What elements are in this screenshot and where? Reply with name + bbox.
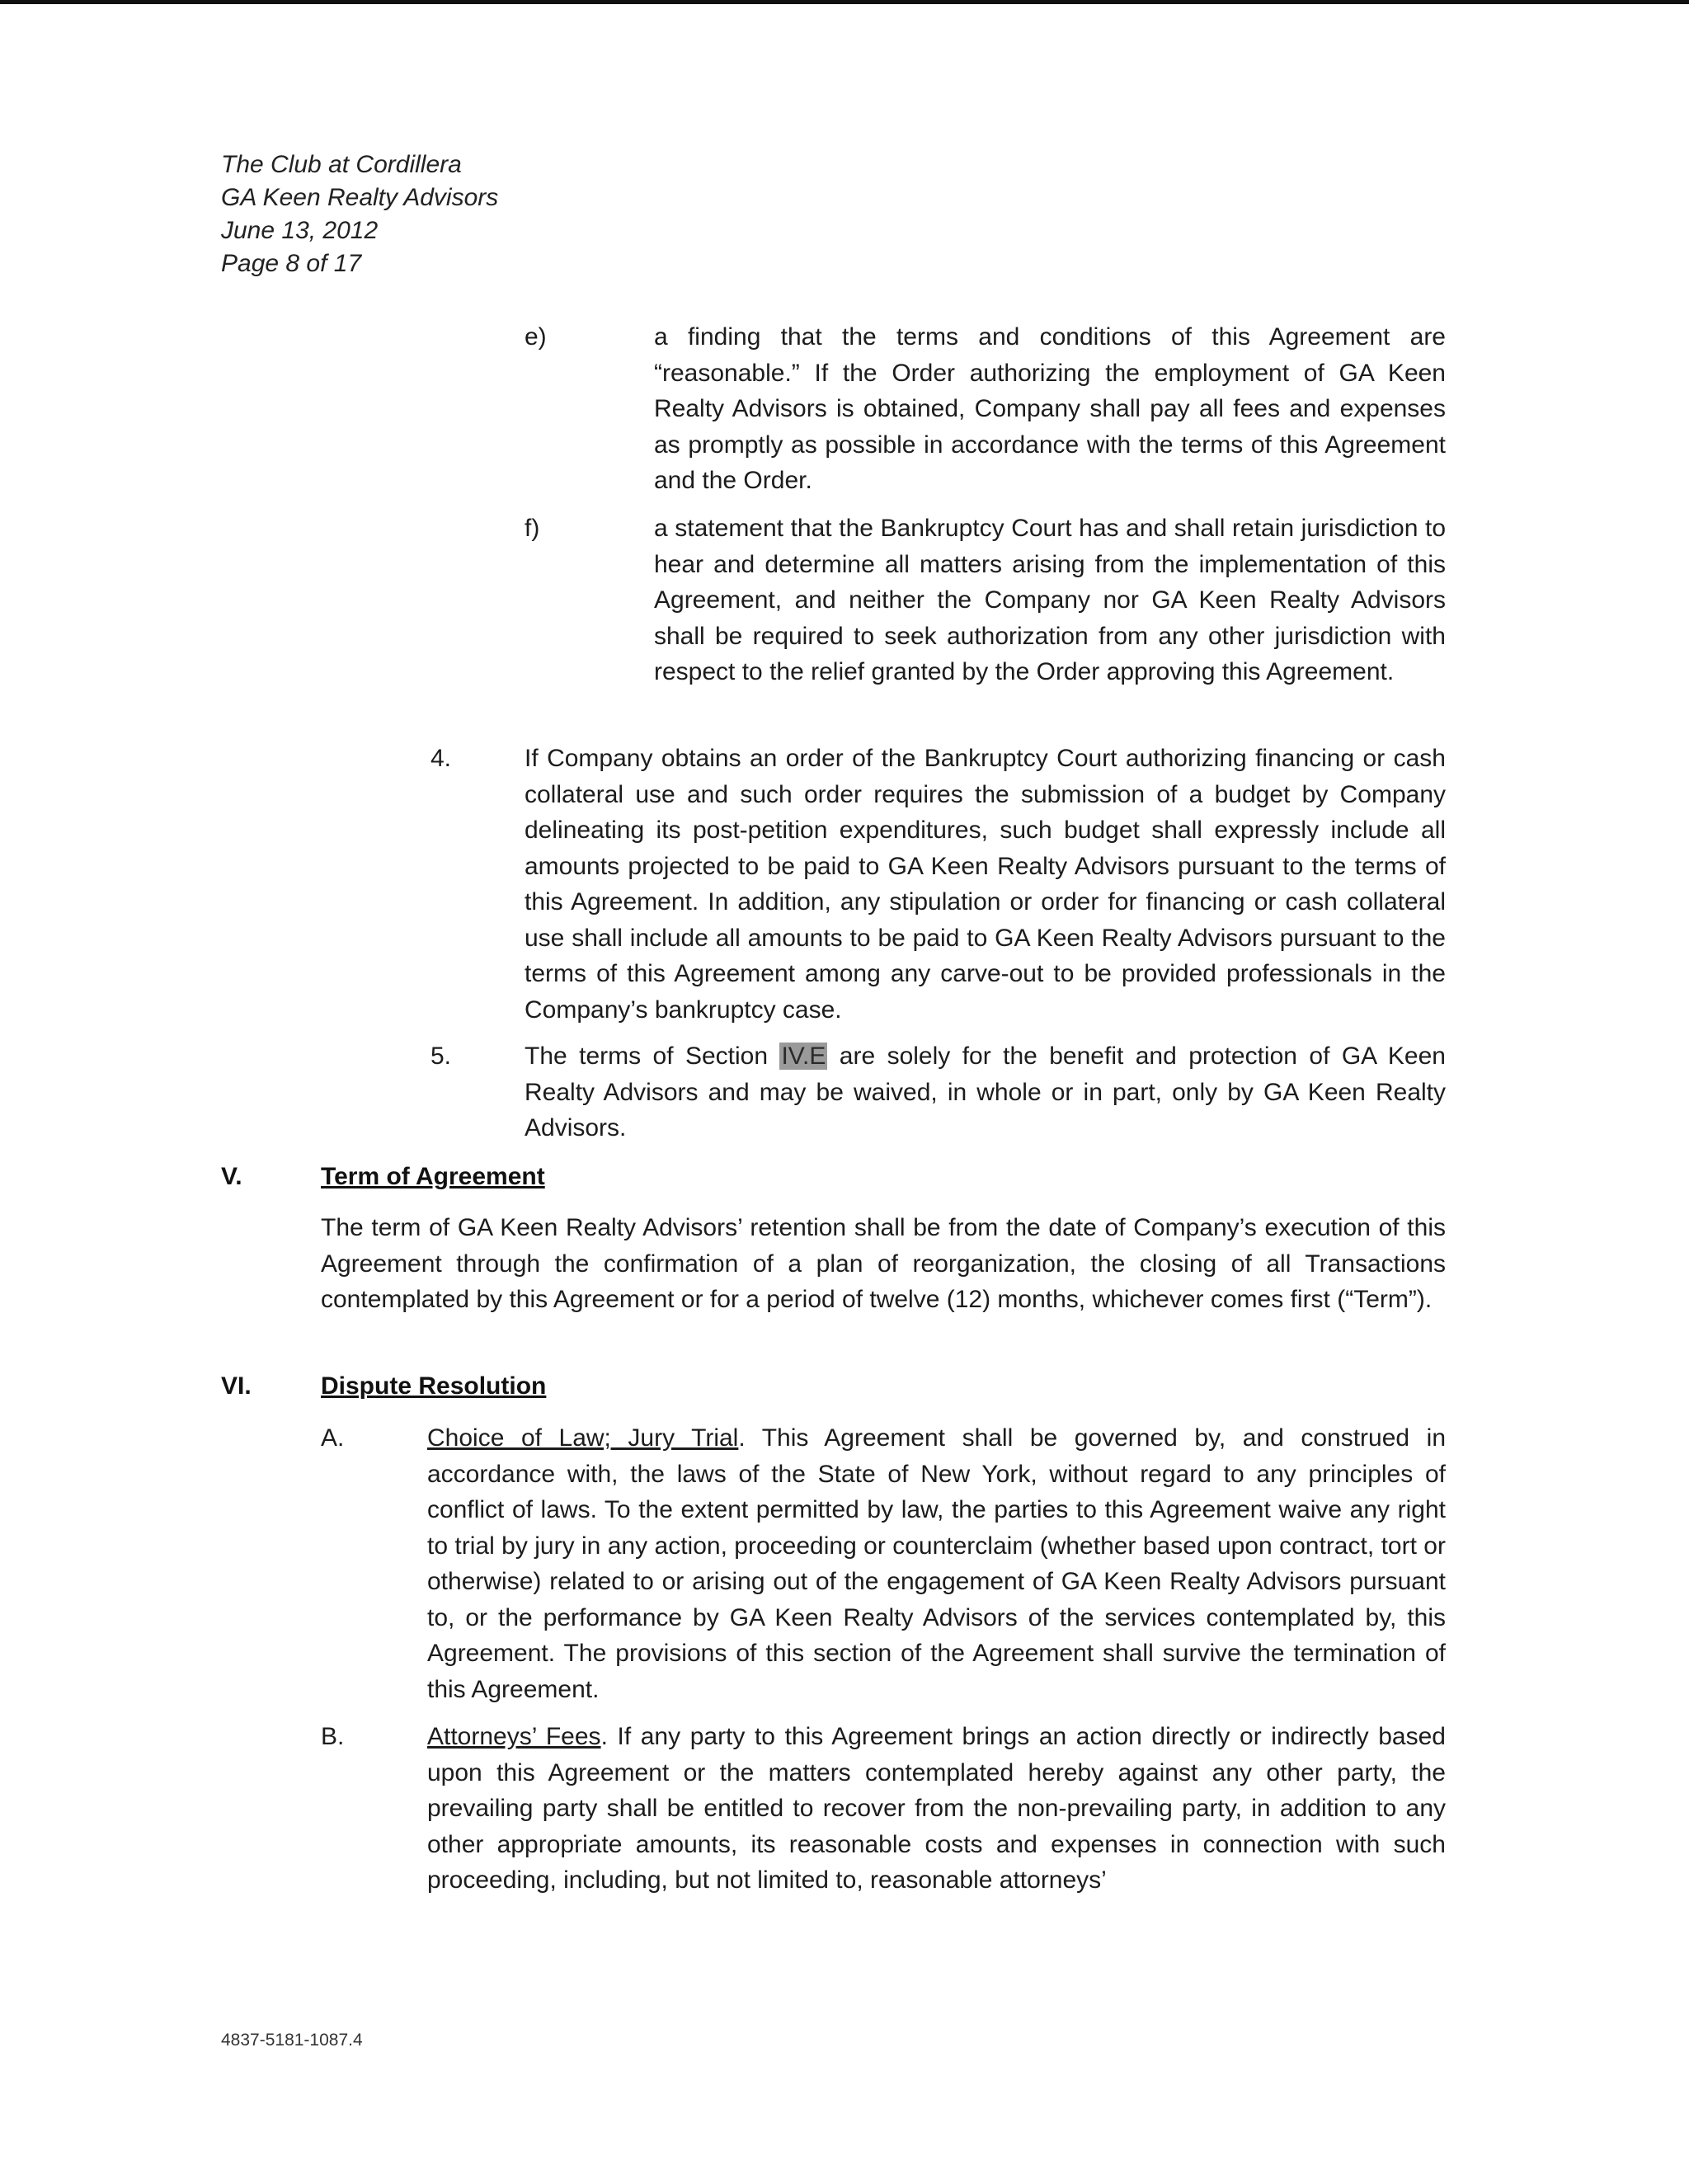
choice-of-law-heading: Choice of Law; Jury Trial (427, 1424, 739, 1452)
item-4-text: If Company obtains an order of the Bankruptcy Court authorizing financing or cash collateral use and such order requires the submission of a budget by Company delineating its post-petition expenditures, such budget shall expressly include all amounts projected to be paid to GA Keen Realty Advisors pursuant to the terms of this Agreement. In addition, any stipulation or order for financing or cash collateral use shall include all amounts to be paid to GA Keen Realty Advisors pursuant to the terms of this Agreement among any carve-out to be provided professionals in the Company’s bankruptcy case. (525, 745, 1446, 1024)
header-client: The Club at Cordillera (221, 151, 462, 178)
document-id-footer: 4837-5181-1087.4 (221, 2031, 363, 2050)
section-v-text: The term of GA Keen Realty Advisors’ retention shall be from the date of Company’s execution of this Agreement through the confirmation of a plan of reorganization, the closing of all Transactions contemplated by this Agreement or for a period of twelve (12) months, whichever comes first (“Term”). (321, 1214, 1446, 1313)
section-vi-title: Dispute Resolution (321, 1372, 547, 1400)
item-5-marker: 5. (430, 1043, 452, 1070)
section-vi-number: VI. (221, 1372, 252, 1400)
item-f-marker: f) (525, 515, 540, 542)
section-vi-a-text: Choice of Law; Jury Trial. This Agreement shall be governed by, and construed in accordance with, the laws of the State of New York, without regard to any principles of conflict of laws. To the extent permitted by law, the parties to this Agreement waive any right to trial by jury in any action, proceeding or counterclaim (whether based upon contract, tort or otherwise) related to or arising out of the engagement of GA Keen Realty Advisors pursuant to, or the performance by GA Keen Realty Advisors of the services contemplated by, this Agreement. The provisions of this section of the Agreement shall survive the termination of this Agreement. (427, 1424, 1446, 1703)
section-v-number: V. (221, 1163, 242, 1190)
section-vi-a-marker: A. (321, 1424, 345, 1452)
header-date: June 13, 2012 (221, 217, 379, 244)
section-vi-b-text: Attorneys’ Fees. If any party to this Agreement brings an action directly or indirectly based upon this Agreement or the matters contemplated hereby against any other party, the prevailing party shall be entitled to recover from the non-prevailing party, in addition to any other appropriate amounts, its reasonable costs and expenses in connection with such proceeding, including, but not limited to, reasonable attorneys’ (427, 1723, 1446, 1894)
header-page-number: Page 8 of 17 (221, 250, 362, 277)
item-5-text: The terms of Section IV.E are solely for the benefit and protection of GA Keen Realty Advisors and may be waived, in whole or in part, only by GA Keen Realty Advisors. (525, 1043, 1446, 1141)
page-header (221, 148, 498, 280)
attorneys-fees-heading: Attorneys’ Fees (427, 1723, 601, 1750)
item-e-text: a finding that the terms and conditions of this Agreement are “reasonable.” If the Order authorizing the employment of GA Keen Realty Advisors is obtained, Company shall pay all fees and expenses as promptly as possible in accordance with the terms of this Agreement and the Order. (654, 323, 1446, 494)
section-vi-b-marker: B. (321, 1723, 345, 1750)
section-reference-highlight: IV.E (781, 1043, 826, 1070)
top-border-rule (0, 0, 1689, 4)
item-f-text: a statement that the Bankruptcy Court has and shall retain jurisdiction to hear and determine all matters arising from the implementation of this Agreement, and neither the Company nor GA Keen Realty Advisors shall be required to seek authorization from any other jurisdiction with respect to the relief granted by the Order approving this Agreement. (654, 515, 1446, 685)
item-4-marker: 4. (430, 745, 452, 772)
item-e-marker: e) (525, 323, 547, 351)
header-advisor: GA Keen Realty Advisors (221, 184, 499, 211)
section-v-title: Term of Agreement (321, 1163, 545, 1190)
